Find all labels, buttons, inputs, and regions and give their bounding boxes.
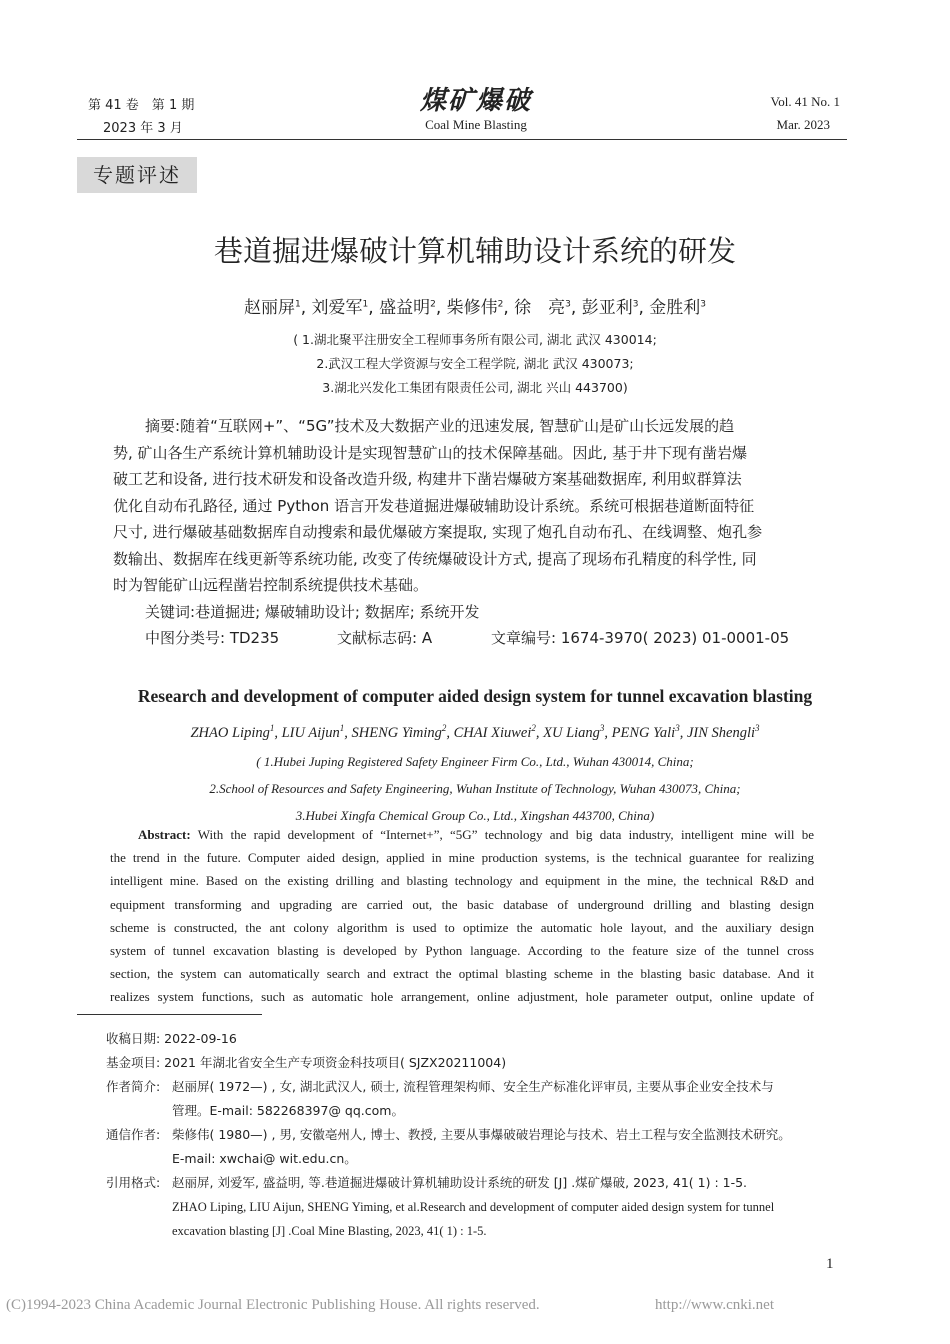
author-affiliation-mark: 3 <box>675 723 680 733</box>
abstract-en-line: section, the system can automatically search and extract the optimal blasting scheme in the blasting basic database. And it <box>110 966 814 982</box>
date-en: Mar. 2023 <box>776 117 830 132</box>
abstract-cn-line: 数输出、数据库在线更新等系统功能, 改变了传统爆破设计方式, 提高了现场布孔精度的科学性, 同 <box>113 549 757 568</box>
affiliation-en: 2.School of Resources and Safety Engineering, Wuhan Institute of Technology, Wuhan 430073, China; <box>209 781 741 796</box>
abstract-cn-line: 破工艺和设备, 进行技术研发和设备改造升级, 构建井下凿岩爆破方案基础数据库, 利用蚁群算法 <box>113 470 742 488</box>
affiliations-en <box>0 748 950 829</box>
abstract-cn-line: 随着“互联网+”、“5G”技术及大数据产业的迅速发展, 智慧矿山是矿山长远发展的趋 <box>180 417 735 435</box>
abstract-en-line: system of tunnel excavation blasting is developed by Python language. According to the feature size of the tunnel cross <box>110 943 814 959</box>
author-affiliation-mark: 3 <box>565 299 571 310</box>
footnote-rule <box>77 1014 262 1015</box>
author-name: PENG Yali <box>611 724 676 741</box>
clc-number: 中图分类号: TD235 <box>145 629 280 647</box>
author-affiliation-mark: 3 <box>599 723 605 733</box>
author-affiliation-mark: 2 <box>430 299 436 310</box>
citation-label: 引用格式: <box>106 1175 161 1190</box>
author-affiliation-mark: 2 <box>441 723 447 733</box>
volume-issue-cn: 第 41 卷 第 1 期 <box>88 98 195 113</box>
corresponding-label: 通信作者: <box>106 1127 161 1142</box>
keywords-cn: 巷道掘进; 爆破辅助设计; 数据库; 系统开发 <box>195 602 480 621</box>
section-tag: 专题评述 <box>77 157 197 193</box>
citation-en: ZHAO Liping, LIU Aijun, SHENG Yiming, et al.Research and development of computer aided design system for tunnel <box>172 1200 775 1214</box>
date-cn: 2023 年 3 月 <box>103 121 183 136</box>
author-affiliation-mark: 1 <box>339 723 345 733</box>
author-name: XU Liang <box>543 724 600 741</box>
author-affiliation-mark: 1 <box>269 723 275 733</box>
affiliation-cn: ( 1.湖北聚平注册安全工程师事务所有限公司, 湖北 武汉 430014; <box>293 332 657 347</box>
abstract-en-line: scheme is constructed, the ant colony algorithm is used to optimize the automatic hole layout, and the auxiliary design <box>110 919 814 935</box>
author-name: ZHAO Liping <box>190 724 270 741</box>
article-number: 文章编号: 1674-3970( 2023) 01-0001-05 <box>491 629 790 647</box>
citation-cn: 赵丽屏, 刘爱军, 盛益明, 等.巷道掘进爆破计算机辅助设计系统的研发 [J] .煤矿爆破, 2023, 41( 1) : 1-5. <box>172 1175 748 1190</box>
header-rule <box>77 139 847 140</box>
author-affiliation-mark: 3 <box>755 723 760 733</box>
author-intro-cont: 管理。E-mail: 582268397@ qq.com。 <box>172 1103 404 1118</box>
author-affiliation-mark: 3 <box>700 299 706 310</box>
author-affiliation-mark: 3 <box>632 299 639 310</box>
abstract-cn-line: 优化自动布孔路径, 通过 Python 语言开发巷道掘进爆破辅助设计系统。系统可根据巷道断面特征 <box>113 496 755 515</box>
author-name: 柴修伟 <box>446 298 498 318</box>
title-cn: 巷道掘进爆破计算机辅助设计系统的研发 <box>213 234 736 268</box>
abstract-en-line: intelligent mine. Based on the existing drilling and blasting technology and equipment in the mine, the technical R&D and <box>110 873 814 889</box>
affiliation-cn: 2.武汉工程大学资源与安全工程学院, 湖北 武汉 430073; <box>316 356 634 371</box>
affiliation-cn: 3.湖北兴发化工集团有限责任公司, 湖北 兴山 443700) <box>322 380 628 395</box>
authors-cn: 赵丽屏$^1$, 刘爱军$^1$, 盛益明$^2$, 柴修伟$^2$, 徐 亮$^3$, 彭亚利$^3$, 金胜利$^3$ <box>243 298 706 318</box>
abstract-cn-line: 时为智能矿山远程凿岩控制系统提供技术基础。 <box>113 576 429 594</box>
abstract-en-line: With the rapid development of “Internet+”, “5G” technology and big data industry, intelligent mine will be <box>197 827 814 842</box>
received-date: 收稿日期: 2022-09-16 <box>106 1031 237 1046</box>
author-affiliation-mark: 2 <box>531 723 536 733</box>
page-number: 1 <box>826 1256 834 1272</box>
author-name: 彭亚利 <box>581 298 633 318</box>
affiliation-en: ( 1.Hubei Juping Registered Safety Engineer Firm Co., Ltd., Wuhan 430014, China; <box>256 754 694 769</box>
abstract-cn <box>113 413 823 652</box>
author-affiliation-mark: 1 <box>362 299 369 310</box>
abstract-cn-line: 势, 矿山各生产系统计算机辅助设计是实现智慧矿山的技术保障基础。因此, 基于井下现有凿岩爆 <box>113 443 748 462</box>
abstract-en-line: equipment transforming and upgrading are carried out, the basic database of underground drilling and blasting design <box>110 896 814 912</box>
author-name: 赵丽屏 <box>243 298 295 318</box>
author-name: SHENG Yiming <box>351 724 442 741</box>
footnotes <box>106 1027 846 1243</box>
fund-project: 基金项目: 2021 年湖北省安全生产专项资金科技项目( SJZX20211004) <box>106 1055 507 1070</box>
author-affiliation-mark: 1 <box>294 299 301 310</box>
author-name: 盛益明 <box>379 298 431 318</box>
author-name: CHAI Xiuwei <box>453 724 532 741</box>
journal-logo-cn: 煤矿爆破 <box>419 86 532 116</box>
author-name: LIU Aijun <box>281 724 340 741</box>
corresponding-author: 柴修伟( 1980—) , 男, 安徽亳州人, 博士、教授, 主要从事爆破破岩理论与技术、岩土工程与安全监测技术研究。 <box>172 1127 791 1142</box>
journal-name-en: Coal Mine Blasting <box>425 117 527 132</box>
abstract-en-label: Abstract: <box>138 827 191 842</box>
affiliations-cn <box>0 328 950 400</box>
abstract-en-line: the trend in the future. Computer aided design, applied in mine production systems, is the technical guarantee for realizing <box>110 850 814 866</box>
authors-en: ZHAO Liping$^1$, LIU Aijun$^1$, SHENG Yiming$^2$, CHAI Xiuwei$^2$, XU Liang$^3$, PENG Yali$^3$, JIN Shengli$^3$ <box>190 723 760 741</box>
abstract-en <box>110 823 814 1009</box>
author-name: 金胜利 <box>649 298 701 318</box>
author-name: 徐 亮 <box>514 298 566 318</box>
corresponding-email: E-mail: xwchai@ wit.edu.cn。 <box>172 1151 357 1166</box>
abstract-cn-line: 尺寸, 进行爆破基础数据库自动搜索和最优爆破方案提取, 实现了炮孔自动布孔、在线调整、炮孔参 <box>113 523 763 541</box>
keywords-cn-label: 关键词: <box>145 602 196 621</box>
citation-en-cont: excavation blasting [J] .Coal Mine Blasting, 2023, 41( 1) : 1-5. <box>172 1224 487 1238</box>
author-intro: 赵丽屏( 1972—) , 女, 湖北武汉人, 硕士, 流程管理架构师、安全生产标准化评审员, 主要从事企业安全技术与 <box>172 1079 774 1094</box>
author-affiliation-mark: 2 <box>497 299 504 310</box>
author-intro-label: 作者简介: <box>106 1079 161 1094</box>
author-name: JIN Shengli <box>686 724 756 741</box>
volume-issue-en: Vol. 41 No. 1 <box>770 94 840 109</box>
affiliation-en: 3.Hubei Xingfa Chemical Group Co., Ltd., Xingshan 443700, China) <box>295 808 655 823</box>
abstract-en-line: realizes system functions, such as automatic hole arrangement, online adjustment, hole parameter output, online update of <box>110 989 814 1005</box>
cnki-url[interactable]: http://www.cnki.net <box>655 1297 775 1313</box>
author-name: 刘爱军 <box>311 298 363 318</box>
copyright-watermark: (C)1994-2023 China Academic Journal Electronic Publishing House. All rights reserved. <box>6 1297 540 1313</box>
title-en: Research and development of computer aided design system for tunnel excavation blasting <box>137 686 813 706</box>
document-code: 文献标志码: A <box>337 629 433 647</box>
abstract-cn-label: 摘要: <box>145 417 181 435</box>
